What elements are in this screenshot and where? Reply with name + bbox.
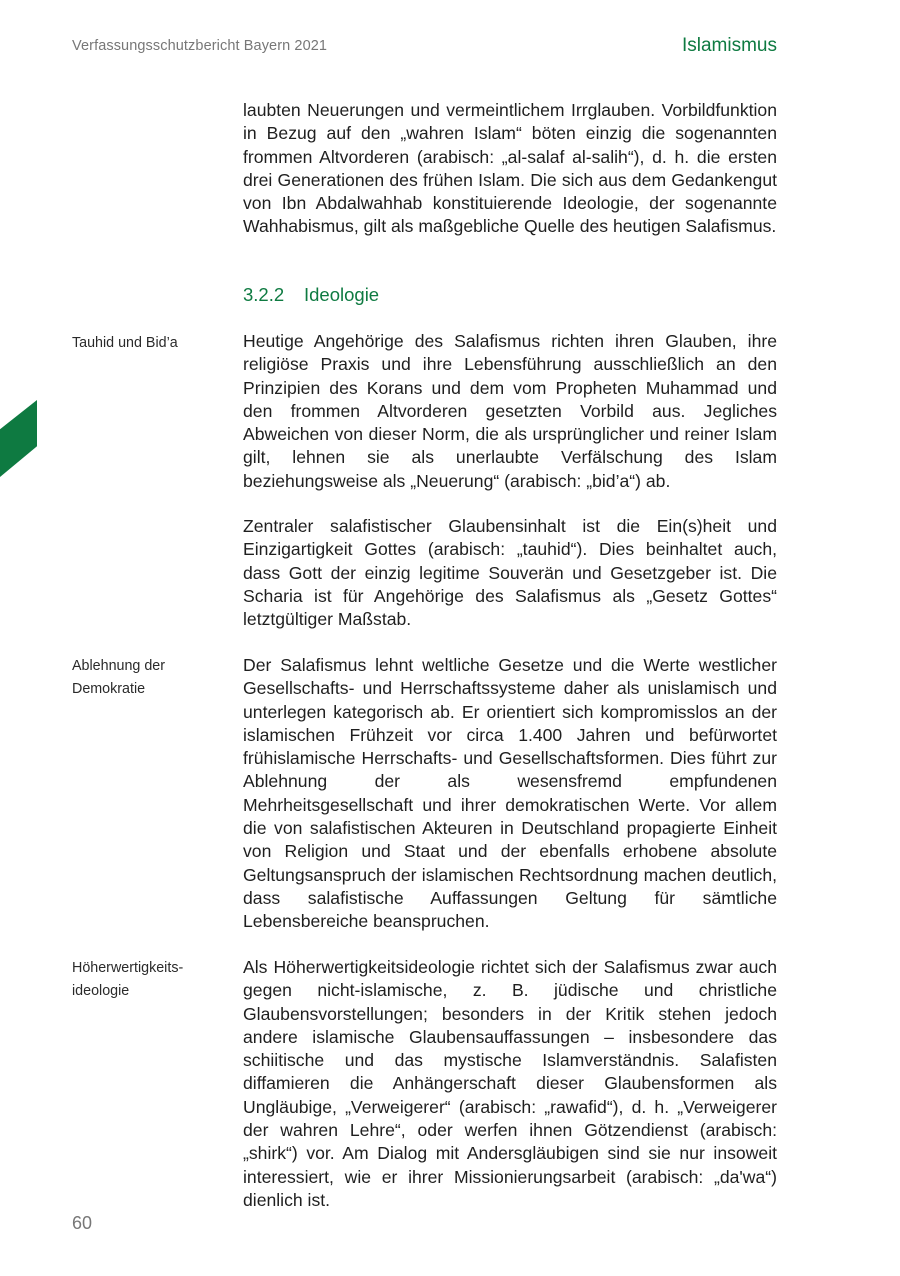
- margin-note-democracy: [72, 655, 222, 701]
- margin-note-democracy-line1: Ablehnung der: [72, 658, 166, 674]
- section-heading: [243, 284, 379, 306]
- paragraph-democracy-rejection: Der Salafismus lehnt weltliche Gesetze und die Werte westlicher Gesellschafts- und Herrschaftssysteme daher als unislamisch und unterlegen kategorisch ab. Er orientiert sich kompromisslos an der islamischen Frühzeit vor circa 1.400 Jahren und befürwortet frühislamische Herrschafts- und Gesellschaftsformen. Dies führt zur Ablehnung der als wesensfremd empfundenen Mehrheitsgesellschaft und ihrer demokratischen Werte. Vor allem die von salafistischen Akteuren in Deutschland propagierte Einheit von Religion und Staat und der ebenfalls erhobene absolute Geltungsanspruch der islamischen Rechtsordnung machen deutlich, dass salafistische Auffassungen Geltung für sämtliche Lebensbereiche beanspruchen.: [243, 655, 777, 932]
- margin-note-tauhid: Tauhid und Bid’a: [72, 335, 178, 351]
- section-title: Ideologie: [304, 284, 380, 305]
- chapter-tab-marker: [0, 400, 37, 477]
- paragraph-tauhid-definition: Zentraler salafistischer Glaubensinhalt ist die Ein(s)heit und Einzigartigkeit Gottes (arabisch: „tauhid“). Dies beinhaltet auch, dass Gott der einzig legitime Souverän und Gesetzgeber ist. Die Scharia ist für Angehörige des Salafismus als „Gesetz Gottes“ letztgültiger Maßstab.: [243, 516, 777, 630]
- running-header-section: Islamismus: [681, 35, 777, 56]
- margin-note-superiority-line1: Höherwertigkeits-: [72, 960, 184, 976]
- margin-note-superiority: [72, 957, 222, 1003]
- section-number: 3.2.2: [243, 284, 285, 305]
- margin-note-superiority-line2: ideologie: [72, 983, 130, 999]
- intro-paragraph: laubten Neuerungen und vermeintlichem Irrglauben. Vorbildfunktion in Bezug auf den „wahren Islam“ böten einzig die sogenannten frommen Altvorderen (arabisch: „al-salaf al-salih“), d. h. die ersten drei Generationen des frühen Islam. Die sich aus dem Gedankengut von Ibn Abdalwahhab konstituierende Ideologie, der sogenannte Wahhabismus, gilt als maßgebliche Quelle des heutigen Salafismus.: [243, 100, 777, 237]
- paragraph-superiority-ideology: Als Höherwertigkeitsideologie richtet sich der Salafismus zwar auch gegen nicht-islamische, z. B. jüdische und christliche Glaubensvorstellungen; besonders in der Kritik stehen jedoch andere islamische Glaubensauffassungen – insbesondere das schiitische und das mystische Islamverständnis. Salafisten diffamieren die Anhängerschaft dieser Glaubensformen als Ungläubige, „Verweigerer“ (arabisch: „rawafid“), d. h. „Verweigerer der wahren Lehre“, oder werfen ihnen Götzendienst (arabisch: „shirk“) vor. Am Dialog mit Andersgläubigen sind sie nur insoweit interessiert, wie er ihrer Missionierungsarbeit (arabisch: „da'wa“) dienlich ist.: [243, 957, 777, 1210]
- page-number: 60: [72, 1213, 93, 1233]
- margin-note-democracy-line2: Demokratie: [72, 681, 146, 697]
- running-header-publication: Verfassungsschutzbericht Bayern 2021: [72, 38, 328, 54]
- paragraph-tauhid-bida: Heutige Angehörige des Salafismus richten ihren Glauben, ihre religiöse Praxis und ihre Lebensführung ausschließlich an den Prinzipien des Korans und dem vom Propheten Muhammad und den frommen Altvorderen gesetzten Vorbild aus. Jegliches Abweichen von dieser Norm, die als ursprünglicher und reiner Islam gilt, lehnen sie als unerlaubte Verfälschung des Islam beziehungsweise als „Neuerung“ (arabisch: „bid’a“) ab.: [243, 331, 777, 491]
